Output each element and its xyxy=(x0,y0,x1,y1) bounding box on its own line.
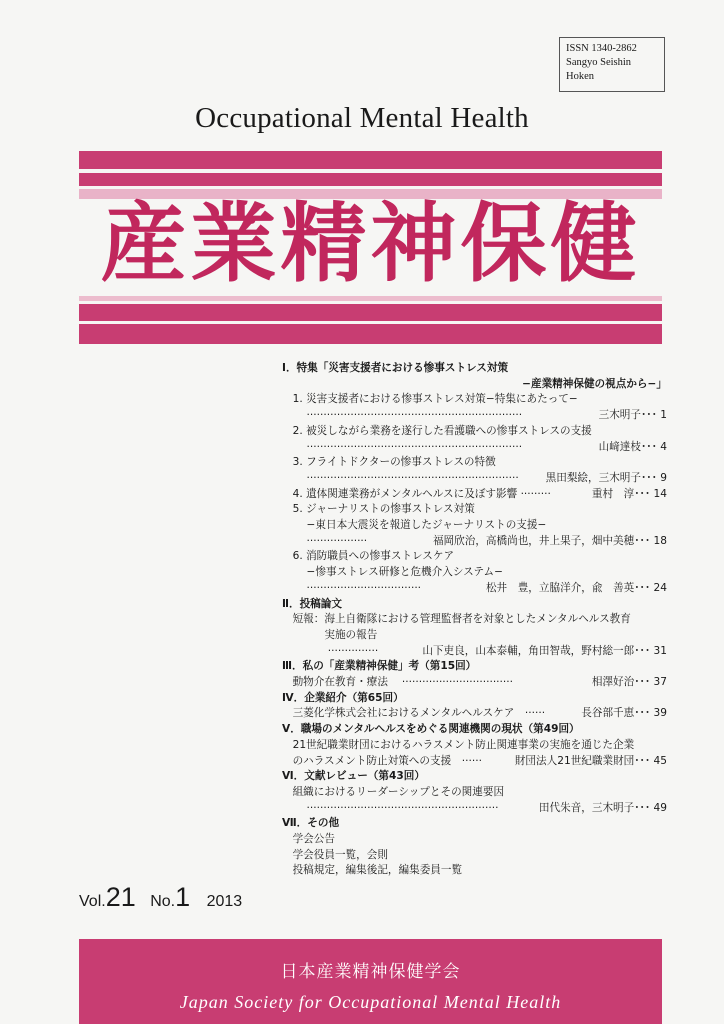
toc-line xyxy=(282,768,667,784)
toc-text: Ⅲ．私の「産業精神保健」考（第15回） xyxy=(282,660,477,673)
decorative-band xyxy=(79,173,662,186)
toc-line xyxy=(282,596,667,612)
toc-text: 三菱化学株式会社におけるメンタルヘルスケア ······ xyxy=(282,707,546,720)
toc-text: 3. フライトドクターの惨事ストレスの特徴 xyxy=(282,456,496,469)
toc-text: 投稿規定，編集後記，編集委員一覧 xyxy=(282,864,463,877)
toc-line xyxy=(282,721,667,737)
toc-page-ref: 松井 豊，立脇洋介，兪 善英･･･ 24 xyxy=(485,581,667,594)
issn-box xyxy=(559,37,665,92)
toc-line xyxy=(282,407,667,423)
toc-text: 4. 遺体関連業務がメンタルヘルスに及ぼす影響 ········· xyxy=(282,487,551,500)
toc-page-ref: 三木明子･･･ 1 xyxy=(598,409,667,422)
toc-line xyxy=(282,627,667,643)
toc-text: 1. 災害支援者における惨事ストレス対策−特集にあたって− xyxy=(282,393,578,406)
decorative-band xyxy=(79,324,662,344)
toc-line xyxy=(282,705,667,721)
toc-line xyxy=(282,658,667,674)
toc-line xyxy=(282,360,667,376)
toc-text: 学会役員一覧，会則 xyxy=(282,848,388,861)
toc-page-ref: 山﨑達枝･･･ 4 xyxy=(598,440,667,453)
toc-page-ref: 田代朱音，三木明子･･･ 49 xyxy=(538,801,667,814)
vol-label: Vol. xyxy=(79,893,106,910)
toc-line xyxy=(282,439,667,455)
issn-line: Hoken xyxy=(566,71,594,82)
decorative-band xyxy=(79,304,662,321)
toc-line xyxy=(282,548,667,564)
toc-page-ref: 長谷部千恵･･･ 39 xyxy=(581,707,667,720)
toc-line xyxy=(282,847,667,863)
publisher-footer xyxy=(79,939,662,1024)
toc-text: ·················· xyxy=(282,534,368,547)
toc-text: ························································· xyxy=(282,801,499,814)
toc-text: ······························································· xyxy=(282,471,519,484)
vol-number: 21 xyxy=(105,882,136,912)
toc-text: 組織におけるリーダーシップとその関連要因 xyxy=(282,785,505,798)
toc-page-ref: 山下吏良，山本泰輔，角田智哉，野村総一郎･･･ 31 xyxy=(422,644,667,657)
volume-info xyxy=(79,882,242,913)
toc-text: Ⅶ．その他 xyxy=(282,817,340,830)
decorative-band xyxy=(79,296,662,301)
toc-text: 5. ジャーナリストの惨事ストレス対策 xyxy=(282,503,475,516)
toc-line xyxy=(282,690,667,706)
toc-line xyxy=(282,564,667,580)
toc-line xyxy=(282,815,667,831)
toc-page-ref: 相澤好治･･･ 37 xyxy=(591,676,667,688)
toc-text: 動物介在教育・療法 ································· xyxy=(282,676,514,688)
toc-line xyxy=(282,753,667,769)
publisher-name-en: Japan Society for Occupational Mental Health xyxy=(179,992,562,1012)
toc-text: Ⅵ．文献レビュー（第43回） xyxy=(282,770,425,783)
toc-line xyxy=(282,470,667,486)
toc-line xyxy=(282,862,667,878)
toc-line xyxy=(282,800,667,816)
toc-line xyxy=(282,580,667,596)
toc-text: Ⅳ．企業紹介（第65回） xyxy=(282,691,404,704)
issn-line: ISSN 1340-2862 xyxy=(566,43,637,54)
publisher-name-jp: 日本産業精神保健学会 xyxy=(280,962,461,982)
toc-text: 実施の報告 xyxy=(282,628,378,641)
toc-text: のハラスメント防止対策への支援 ······ xyxy=(282,754,482,767)
toc-page-ref: 重村 淳･･･ 14 xyxy=(591,487,667,500)
issn-line: Sangyo Seishin xyxy=(566,57,632,68)
issue-number: 1 xyxy=(175,882,191,912)
toc-page-ref: 福岡欣治，高橋尚也，井上果子，畑中美穂･･･ 18 xyxy=(432,534,667,547)
toc-text: ·································· xyxy=(282,581,422,594)
toc-page-ref: −産業精神保健の視点から−」 xyxy=(522,377,667,390)
decorative-band xyxy=(79,151,662,169)
toc-line xyxy=(282,517,667,533)
toc-line xyxy=(282,486,667,502)
toc-text: 21世紀職業財団におけるハラスメント防止関連事業の実施を通じた企業 xyxy=(282,738,635,751)
toc-line xyxy=(282,391,667,407)
toc-line xyxy=(282,737,667,753)
japanese-title: 産業精神保健 xyxy=(100,194,641,294)
toc-line xyxy=(282,454,667,470)
year: 2013 xyxy=(206,893,243,910)
toc-line xyxy=(282,611,667,627)
toc-page-ref: 黒田梨絵，三木明子･･･ 9 xyxy=(545,471,667,484)
toc-text: 6. 消防職員への惨事ストレスケア xyxy=(282,550,455,563)
toc-text: −東日本大震災を報道したジャーナリストの支援− xyxy=(282,519,547,531)
toc-line xyxy=(282,423,667,439)
toc-line xyxy=(282,831,667,847)
toc-line xyxy=(282,533,667,549)
toc-text: 2. 被災しながら業務を遂行した看護職への惨事ストレスの支援 xyxy=(282,424,592,437)
toc-text: 学会公告 xyxy=(282,833,335,845)
toc-text: Ⅱ．投稿論文 xyxy=(282,597,342,610)
no-label: No. xyxy=(150,893,176,910)
toc-line xyxy=(282,643,667,659)
toc-text: 短報：海上自衛隊における管理監督者を対象としたメンタルヘルス教育 xyxy=(282,613,631,626)
toc-line xyxy=(282,501,667,517)
toc-text: Ⅴ．職場のメンタルヘルスをめぐる関連機関の現状（第49回） xyxy=(282,723,580,736)
toc-text: ··············· xyxy=(282,644,379,657)
toc-line xyxy=(282,376,667,392)
toc-text: Ⅰ．特集「災害支援者における惨事ストレス対策 xyxy=(282,362,509,374)
toc-line xyxy=(282,784,667,800)
toc-text: ································································ xyxy=(282,409,523,422)
toc-line xyxy=(282,674,667,690)
toc-text: ································································ xyxy=(282,440,523,453)
toc-text: −惨事ストレス研修と危機介入システム− xyxy=(282,566,504,579)
toc-page-ref: 財団法人21世紀職業財団･･･ 45 xyxy=(514,754,667,767)
english-title: Occupational Mental Health xyxy=(195,102,529,134)
